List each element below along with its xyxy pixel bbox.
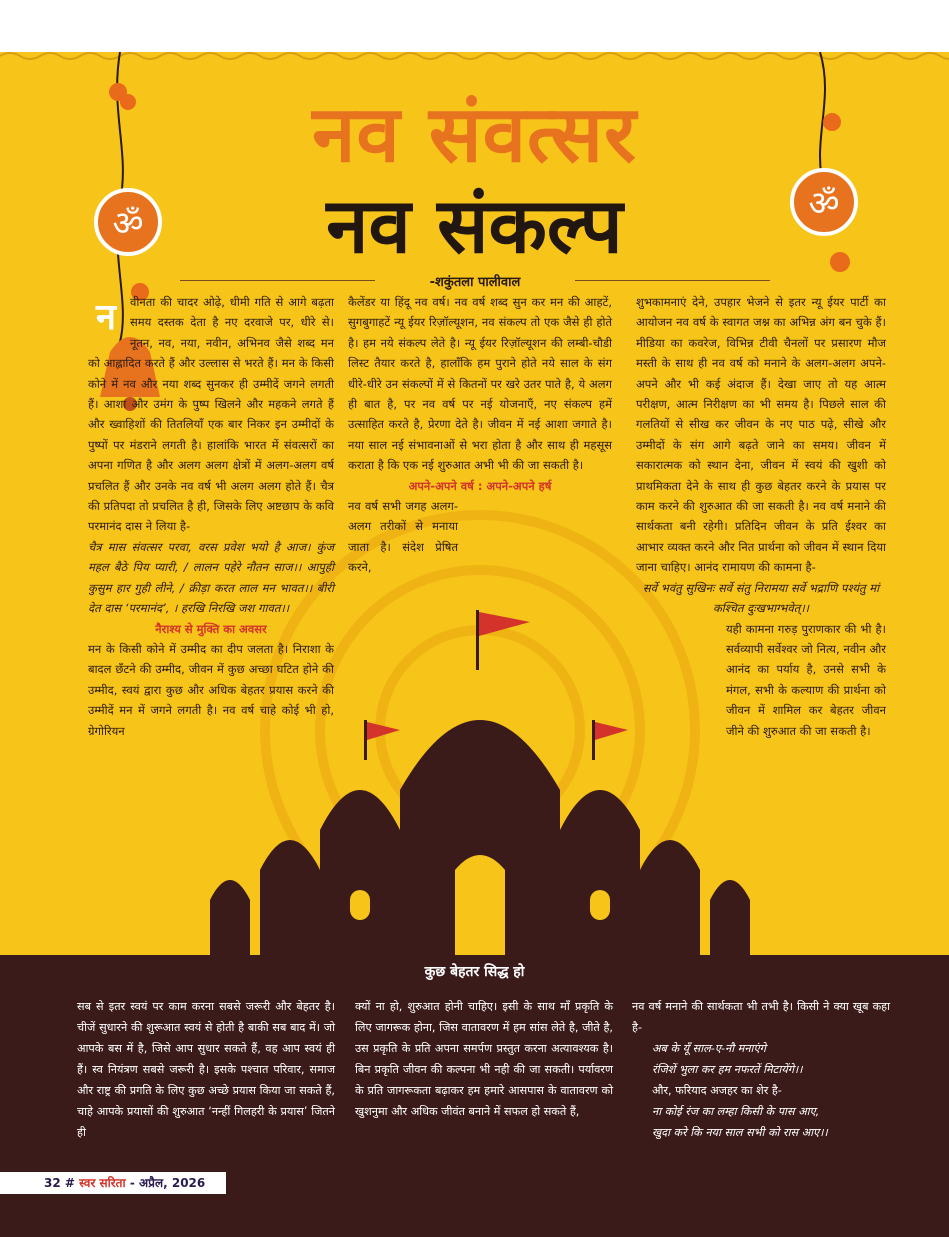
couplet-line: ना कोई रंज का लम्हा किसी के पास आए, [652, 1105, 820, 1118]
paragraph-text: वीनता की चादर ओढ़े, धीमी गति से आगे बढ़ता समय दस्तक देता है नए दरवाजे पर, धीरे से। नूतन, नव, नया, नवीन, अभिनव जैसे शब्द मन को आह्लादित करते हैं और उल्लास से भरते हैं। मन के किसी कोने में नव और नया शब्द सुनकर ही उम्मीदें जगने लगती हैं। आशा और उमंग के पुष्प खिलने और महकने लगते हैं और ख्वाहिशों की तितलियाँ एक बार निकर इन उम्मीदों के पुष्पों पर मंडराने लगती है। हालांकि भारत में संवत्सरों का अपना गणित है और अलग अलग क्षेत्रों में अलग-अलग वर्ष प्रचलित हैं और उनके नव वर्ष भी अलग अलग होते हैं। चैत्र की प्रतिपदा तो प्रचलित है ही, जिसके लिए अष्टछाप के कवि परमानंद दास ने लिया है- [88, 295, 334, 534]
paragraph-text: और, फरियाद अजहर का शेर है- [652, 1084, 782, 1097]
issue-date: - अप्रैल, 2026 [129, 1176, 206, 1190]
bottom-column-3 [632, 996, 890, 1143]
page-number: 32 # [44, 1176, 75, 1190]
bottom-column-1 [77, 996, 335, 1143]
svg-text:ॐ: ॐ [112, 204, 144, 244]
paragraph-text: कैलेंडर या हिंदू नव वर्ष। नव वर्ष शब्द सुन कर मन की आहटें, सुगबुगाहटें न्यू ईयर रिज़ॉल्यूशन, नव संकल्प तो एक जैसे ही होते है। हम नये संकल्प लेते है। न्यू ईयर रिज़ॉल्यूशन की लम्बी-चौडी लिस्ट तैयार करते है, हालाँकि हम पुराने होते नये साल के संग धीरे-धीरे उन संकल्पों में से कितनों पर खरे उतर पाते है, ये अलग ही बात है, पर नव वर्ष पर नई योजनाएँ, नए संकल्प हमें उत्साहित करते है, प्रेरणा देते है। जीवन में नई आशा जगाते है। नया साल नई संभावनाओं से भरा होता है और साथ ही महसूस कराता है कि एक नई शुरुआत अभी भी की जा सकती है। [348, 295, 612, 473]
article-column-1 [88, 292, 334, 741]
couplet-line: खुदा करे कि नया साल सभी को रास आए।। [652, 1126, 828, 1139]
flag-icon [367, 612, 628, 740]
drop-cap: न [96, 297, 116, 338]
subheading: अपने-अपने वर्ष : अपने-अपने हर्ष [408, 478, 552, 493]
title-line-1: नव संवत्सर [312, 90, 637, 180]
svg-text:ॐ: ॐ [808, 184, 840, 224]
bottom-column-2 [355, 996, 613, 1122]
top-white-band [0, 0, 949, 52]
subheading: नैराश्य से मुक्ति का अवसर [155, 621, 267, 636]
title-line-2: नव संकल्प [326, 181, 623, 270]
page-folio [0, 1172, 226, 1194]
paragraph-text: यही कामना गरुड़ पुराणकार की भी है। सर्वव्यापी सर्वेश्वर जो नित्य, नवीन और आनंद का पर्याय है, उनसे सभी के मंगल, सभी के कल्याण की प्रार्थना को जीवन में शामिल कर बेहतर जीवन जीने की शुरुआत की जा सकती है। [726, 621, 886, 738]
article-column-3 [636, 292, 886, 741]
paragraph-text: सब से इतर स्वयं पर काम करना सबसे जरूरी और बेहतर है। चीजें सुधारने की शुरूआत स्वयं से होती है बाकी सब बाद में। जो आपके बस में है, जिसे आप सुधार सकते हैं, वह आप स्वयं ही हैं। स्व नियंत्रण सबसे जरूरी है। इसके पश्चात परिवार, समाज और राष्ट्र की प्रगति के लिए कुछ अच्छे प्रयास किया जा सकते हैं, चाहे आपके प्रयासों की शुरुआत ‘नन्हीं गिलहरी के प्रयास’ जितने ही [77, 1000, 335, 1139]
magazine-name: स्वर सरिता [79, 1176, 126, 1190]
couplet-line: रंजिशें भुला कर हम नफरतें मिटायेंगे।। [652, 1063, 803, 1076]
author-byline: -शकुंतला पालीवाल [180, 272, 770, 290]
paragraph-text: शुभकामनाएं देने, उपहार भेजने से इतर न्यू ईयर पार्टी का आयोजन नव वर्ष के स्वागत जश्न का अभिन्न अंग बन चुके हैं। मीडिया का कवरेज, विभिन्न टीवी चैनलों पर प्रसारण मौज मस्ती के साथ ही नव वर्ष को मनाने के अलग-अलग अपने-अपने और भी कई अंदाज हैं। देखा जाए तो यह आत्म परीक्षण, आत्म निरीक्षण का भी समय है। पिछले साल की गलतियों से सीख कर जीवन के नए पाठ पढ़े, सीखे और उम्मीदों के संग आगे बढ़ते जाने का समय। जीवन में सकारात्मक को स्थान देना, जीवन में स्वयं की खुशी को प्राथमिकता देने के साथ ही कुछ बेहतर करने के प्रयास पर काम करने की शुरुआत की जा सकती है। नव वर्ष मनाने की सार्थकता बनी रहेगी। प्रतिदिन जीवन के प्रति ईश्वर का आभार व्यक्त करने और नित प्रार्थना को जीवन में स्थान दिया जाना चाहिए। आनंद रामायण की कामना है- [636, 295, 886, 575]
paragraph-text: क्यों ना हो, शुरुआत होनी चाहिए। इसी के साथ माँ प्रकृति के लिए जागरूक होना, जिस वातावरण में हम सांस लेते है, जीते है, उस प्रकृति के प्रति अपना समर्पण प्रस्तुत करना अत्यावश्यक है। बिन प्रकृति जीवन की कल्पना भी नही की जा सकती। पर्यावरण के प्रति जागरूकता बढ़ाकर हम हमारे आसपास के वातावरण को खुशनुमा और अधिक जीवंत बनाने में सफल हो सकते हैं, [355, 1000, 613, 1118]
couplet-line: अब के यूँ साल-ए-नौ मनाएंगे [652, 1042, 766, 1055]
paragraph-text: नव वर्ष मनाने की सार्थकता भी तभी है। किसी ने क्या खूब कहा है- [632, 1000, 890, 1034]
paragraph [88, 292, 334, 537]
paragraph-text: नव वर्ष सभी जगह अलग-अलग तरीकों से मनाया जाता है। संदेश प्रेषित करने, [348, 499, 458, 575]
verse-quote: चैत्र मास संवत्सर परवा, वरस प्रवेश भयो है आज। कुंज महल बैठे पिय प्यारी, / लालन पहेरे नौतन साज।। आपुही कुसुम हार गुही लीने, / क्रीड़ा करत लाल मन भावत।। बीरी देत दास ‘परमानंद’, । हरखि निरखि जश गावत।। [88, 539, 334, 616]
verse-quote: सर्वे भवंतु सुखिनः सर्वे संतु निरामया सर्वे भद्राणि पश्यंतु मां कश्चित दुःखभाग्भवेत्।। [642, 580, 880, 616]
paragraph-text: मन के किसी कोने में उम्मीद का दीप जलता है। निराशा के बादल छँटने की उम्मीद, जीवन में कुछ अच्छा घटित होने की उम्मीद, स्वयं द्वारा कुछ और अधिक बेहतर प्रयास करने की उम्मीदें मन में जगने लगती है। नव वर्ष चाहे कोई भी हो, ग्रेगोरियन [88, 641, 334, 738]
bottom-heading: कुछ बेहतर सिद्ध हो [424, 964, 525, 980]
article-column-2 [348, 292, 612, 578]
